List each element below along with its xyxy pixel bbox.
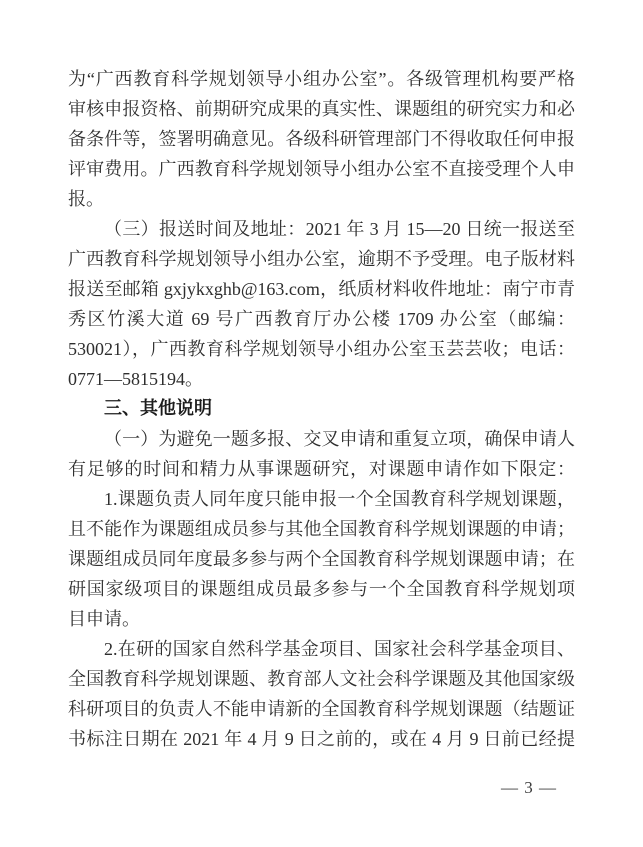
text-line: 书标注日期在 2021 年 4 月 9 日之前的，或在 4 月 9 日前已经提 xyxy=(68,729,575,749)
text-line: 广西教育科学规划领导小组办公室，逾期不予受理。电子版材料 xyxy=(68,249,575,269)
section-heading: 三、其他说明 xyxy=(104,398,212,419)
text-line: 科研项目的负责人不能申请新的全国教育科学规划课题（结题证 xyxy=(68,699,575,719)
text-line: 报送至邮箱 gxjykxghb@163.com，纸质材料收件地址：南宁市青 xyxy=(68,279,575,299)
text-line: 全国教育科学规划课题、教育部人文社会科学课题及其他国家级 xyxy=(68,669,575,689)
text-line: 研国家级项目的课题组成员最多参与一个全国教育科学规划项 xyxy=(68,579,575,599)
page-number: — 3 — xyxy=(501,778,557,797)
text-line: 2.在研的国家自然科学基金项目、国家社会科学基金项目、 xyxy=(104,639,575,659)
document-body xyxy=(68,64,575,754)
text-line: 审核申报资格、前期研究成果的真实性、课题组的研究实力和必 xyxy=(68,99,575,119)
text-line: （三）报送时间及地址：2021 年 3 月 15—20 日统一报送至 xyxy=(104,219,575,239)
text-line: 备条件等，签署明确意见。各级科研管理部门不得收取任何申报 xyxy=(68,129,575,149)
text-line: 评审费用。广西教育科学规划领导小组办公室不直接受理个人申 xyxy=(68,159,575,179)
text-line: 有足够的时间和精力从事课题研究，对课题申请作如下限定： xyxy=(68,459,575,479)
text-line: 且不能作为课题组成员参与其他全国教育科学规划课题的申请； xyxy=(68,519,575,539)
text-line: 报。 xyxy=(68,189,104,209)
text-line: 1.课题负责人同年度只能申报一个全国教育科学规划课题， xyxy=(104,489,575,509)
text-line: 0771—5815194。 xyxy=(68,369,203,389)
text-line: 为“广西教育科学规划领导小组办公室”。各级管理机构要严格 xyxy=(68,69,575,89)
text-line: 课题组成员同年度最多参与两个全国教育科学规划课题申请；在 xyxy=(68,549,575,569)
text-line: 目申请。 xyxy=(68,609,140,629)
text-line: 秀区竹溪大道 69 号广西教育厅办公楼 1709 办公室（邮编： xyxy=(68,309,575,329)
text-line: 530021），广西教育科学规划领导小组办公室玉芸芸收；电话： xyxy=(68,339,575,359)
text-line: （一）为避免一题多报、交叉申请和重复立项，确保申请人 xyxy=(104,429,575,449)
